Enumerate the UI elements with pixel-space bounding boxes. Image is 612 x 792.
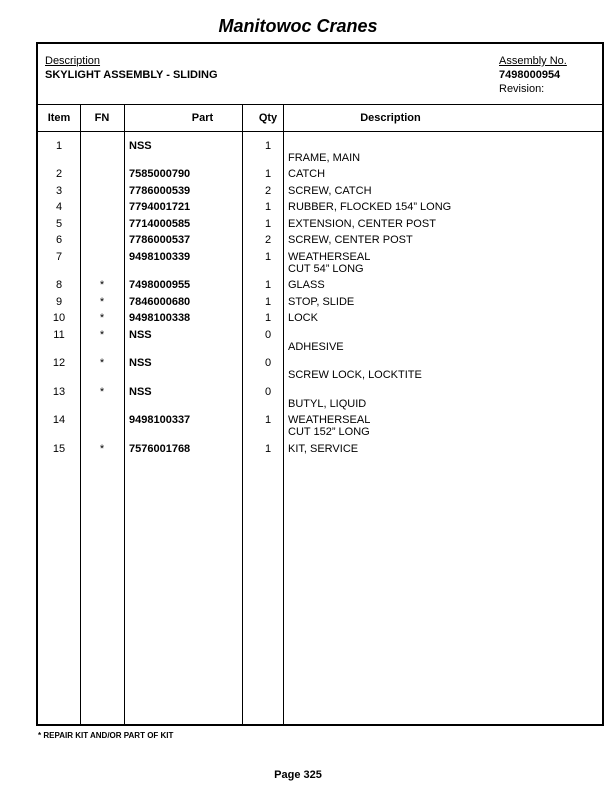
- description-label: Description: [45, 55, 101, 67]
- quantity: 2: [264, 234, 272, 246]
- part-description: STOP, SLIDE: [288, 296, 355, 308]
- item-number: 9: [55, 296, 63, 308]
- part-number: 7786000537: [129, 234, 191, 246]
- revision-label: Revision:: [499, 83, 545, 95]
- column-header-row: [38, 104, 602, 132]
- part-number: NSS: [129, 357, 152, 369]
- part-number: NSS: [129, 329, 152, 341]
- quantity: 2: [264, 185, 272, 197]
- part-number: NSS: [129, 140, 152, 152]
- item-number: 11: [53, 329, 65, 341]
- item-number: 8: [55, 279, 63, 291]
- part-description: GLASS: [288, 279, 325, 291]
- quantity: 1: [264, 414, 272, 426]
- assembly-description: SKYLIGHT ASSEMBLY - SLIDING: [45, 69, 218, 81]
- part-number: 7576001768: [129, 443, 191, 455]
- footnote: * REPAIR KIT AND/OR PART OF KIT: [38, 731, 174, 740]
- footnote-marker: *: [99, 357, 105, 369]
- assembly-number-label: Assembly No.: [499, 55, 567, 67]
- footnote-marker: *: [99, 296, 105, 308]
- item-number: 6: [55, 234, 63, 246]
- quantity: 1: [264, 201, 272, 213]
- part-number: 7794001721: [129, 201, 191, 213]
- item-number: 14: [52, 414, 66, 426]
- column-header-description: Description: [360, 112, 421, 124]
- part-description: KIT, SERVICE: [288, 443, 359, 455]
- column-header-item: Item: [47, 112, 71, 124]
- footnote-marker: *: [99, 443, 105, 455]
- parts-table-frame: [36, 42, 604, 726]
- part-number: 9498100337: [129, 414, 191, 426]
- part-description: SCREW LOCK, LOCKTITE: [288, 369, 422, 381]
- part-description: FRAME, MAIN: [288, 152, 361, 164]
- part-description: BUTYL, LIQUID: [288, 398, 367, 410]
- quantity: 1: [264, 218, 272, 230]
- footnote-marker: *: [99, 279, 105, 291]
- part-description: EXTENSION, CENTER POST: [288, 218, 436, 230]
- part-number: 7498000955: [129, 279, 191, 291]
- footnote-marker: *: [99, 312, 105, 324]
- quantity: 0: [264, 386, 272, 398]
- part-number: 7585000790: [129, 168, 191, 180]
- column-header-fn: FN: [94, 112, 110, 124]
- footnote-marker: *: [99, 329, 105, 341]
- item-number: 7: [55, 251, 63, 263]
- quantity: 1: [264, 296, 272, 308]
- quantity: 1: [264, 168, 272, 180]
- brand-title: Manitowoc Cranes: [218, 16, 378, 36]
- item-number: 13: [52, 386, 66, 398]
- part-description: SCREW, CENTER POST: [288, 234, 413, 246]
- column-divider: [124, 104, 125, 724]
- part-number: 7786000539: [129, 185, 191, 197]
- column-header-qty: Qty: [258, 112, 278, 124]
- column-divider: [80, 104, 81, 724]
- part-description: SCREW, CATCH: [288, 185, 372, 197]
- part-number: 9498100339: [129, 251, 191, 263]
- assembly-header: [38, 44, 602, 105]
- quantity: 1: [264, 140, 272, 152]
- item-number: 1: [55, 140, 63, 152]
- part-description: ADHESIVE: [288, 341, 344, 353]
- item-number: 10: [52, 312, 66, 324]
- footnote-marker: *: [99, 386, 105, 398]
- item-number: 2: [55, 168, 63, 180]
- quantity: 1: [264, 251, 272, 263]
- part-description: CATCH: [288, 168, 326, 180]
- part-description: LOCK: [288, 312, 318, 324]
- quantity: 1: [264, 443, 272, 455]
- item-number: 4: [55, 201, 63, 213]
- quantity: 0: [264, 329, 272, 341]
- part-number: 7846000680: [129, 296, 191, 308]
- assembly-number: 7498000954: [499, 69, 561, 81]
- item-number: 15: [52, 443, 66, 455]
- quantity: 1: [264, 279, 272, 291]
- quantity: 1: [264, 312, 272, 324]
- part-description: WEATHERSEAL CUT 54” LONG: [288, 251, 371, 275]
- item-number: 12: [52, 357, 66, 369]
- part-description: RUBBER, FLOCKED 154” LONG: [288, 201, 452, 213]
- page-number: Page 325: [274, 769, 322, 781]
- quantity: 0: [264, 357, 272, 369]
- part-number: 9498100338: [129, 312, 191, 324]
- item-number: 5: [55, 218, 63, 230]
- item-number: 3: [55, 185, 63, 197]
- part-description: WEATHERSEAL CUT 152” LONG: [288, 414, 371, 438]
- part-number: NSS: [129, 386, 152, 398]
- column-header-part: Part: [191, 112, 214, 124]
- part-number: 7714000585: [129, 218, 191, 230]
